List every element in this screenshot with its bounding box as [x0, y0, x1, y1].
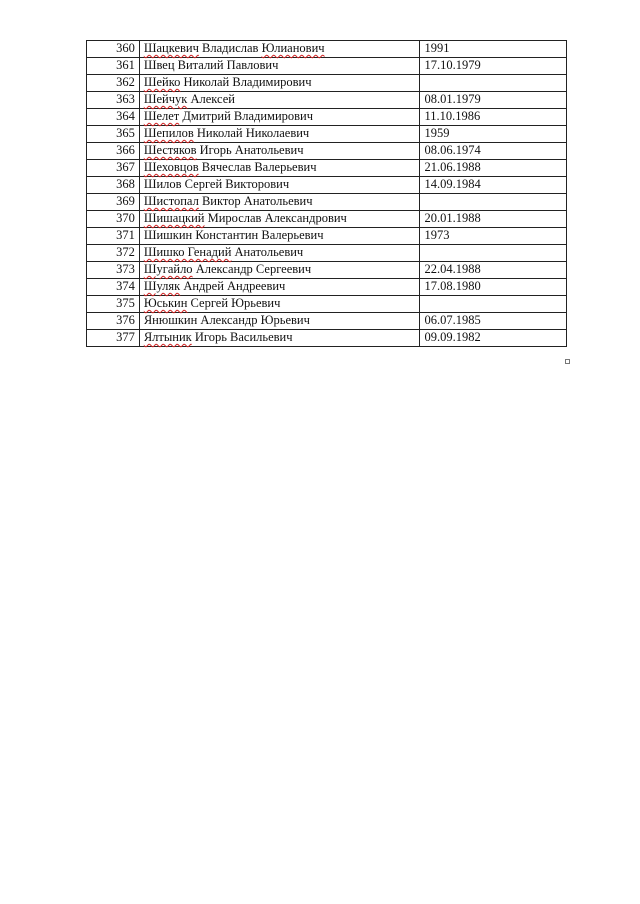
table-row [87, 143, 567, 160]
name-text: Николай Николаевич [193, 126, 310, 140]
name-text: Анатольевич [231, 245, 304, 259]
full-name-cell [139, 75, 420, 92]
table-row [87, 313, 567, 330]
table-end-marker [565, 359, 570, 364]
name-text-spellchecked: Шестяков [143, 143, 197, 157]
row-number: 367 [87, 160, 140, 177]
full-name-cell [139, 211, 420, 228]
birth-date-cell [420, 245, 567, 262]
name-text-spellchecked: Шистопал [143, 194, 199, 208]
table-row [87, 126, 567, 143]
row-number: 376 [87, 313, 140, 330]
table-row [87, 41, 567, 58]
full-name-cell [139, 58, 420, 75]
full-name-cell [139, 296, 420, 313]
row-number: 372 [87, 245, 140, 262]
birth-date-cell [420, 75, 567, 92]
row-number: 360 [87, 41, 140, 58]
full-name-cell [139, 143, 420, 160]
persons-table [86, 40, 567, 347]
table-row [87, 296, 567, 313]
table-row [87, 279, 567, 296]
table-row [87, 92, 567, 109]
birth-date-cell: 09.09.1982 [420, 330, 567, 347]
full-name-cell [139, 109, 420, 126]
persons-table-body [87, 41, 567, 347]
table-row [87, 330, 567, 347]
birth-date-cell: 08.01.1979 [420, 92, 567, 109]
birth-date-cell: 08.06.1974 [420, 143, 567, 160]
table-row [87, 194, 567, 211]
name-text-spellchecked: Шейко [143, 75, 181, 89]
birth-date-cell: 17.08.1980 [420, 279, 567, 296]
full-name-cell [139, 313, 420, 330]
name-text: Вячеслав Валерьевич [198, 160, 317, 174]
name-text: Николай Владимирович [180, 75, 312, 89]
name-text: Игорь Васильевич [191, 330, 293, 344]
row-number: 369 [87, 194, 140, 211]
birth-date-cell: 21.06.1988 [420, 160, 567, 177]
full-name-cell [139, 92, 420, 109]
name-text: Дмитрий Владимирович [179, 109, 314, 123]
full-name-cell [139, 41, 420, 58]
row-number: 377 [87, 330, 140, 347]
name-text-spellchecked: Ялтыник [143, 330, 192, 344]
name-text-spellchecked: Юлианович [261, 41, 325, 55]
full-name-cell [139, 245, 420, 262]
birth-date-cell: 22.04.1988 [420, 262, 567, 279]
table-row [87, 211, 567, 228]
birth-date-cell [420, 194, 567, 211]
name-text-spellchecked: Шишко Генадий [143, 245, 232, 259]
name-text: Шишкин Константин Валерьевич [143, 228, 324, 242]
row-number: 365 [87, 126, 140, 143]
name-text: Александр Сергеевич [192, 262, 312, 276]
table-row [87, 75, 567, 92]
name-text: Швец Виталий Павлович [143, 58, 279, 72]
table-row [87, 262, 567, 279]
full-name-cell [139, 279, 420, 296]
name-text-spellchecked: Шепилов [143, 126, 194, 140]
birth-date-cell: 1973 [420, 228, 567, 245]
name-text-spellchecked: Шугайло [143, 262, 193, 276]
name-text-spellchecked: Шеховцов [143, 160, 199, 174]
name-text-spellchecked: Шелет [143, 109, 180, 123]
name-text-spellchecked: Шацкевич [143, 41, 199, 55]
name-text: Игорь Анатольевич [196, 143, 304, 157]
table-row [87, 109, 567, 126]
row-number: 368 [87, 177, 140, 194]
name-text: Шилов Сергей Викторович [143, 177, 290, 191]
birth-date-cell: 20.01.1988 [420, 211, 567, 228]
name-text: Мирослав Александрович [204, 211, 347, 225]
full-name-cell [139, 177, 420, 194]
name-text: Андрей Андреевич [180, 279, 286, 293]
full-name-cell [139, 194, 420, 211]
table-row [87, 177, 567, 194]
birth-date-cell: 1959 [420, 126, 567, 143]
full-name-cell [139, 262, 420, 279]
table-row [87, 228, 567, 245]
row-number: 373 [87, 262, 140, 279]
name-text: Владислав [198, 41, 262, 55]
name-text: Алексей [187, 92, 235, 106]
full-name-cell [139, 330, 420, 347]
table-row [87, 58, 567, 75]
name-text: Сергей Юрьевич [187, 296, 281, 310]
row-number: 371 [87, 228, 140, 245]
birth-date-cell: 11.10.1986 [420, 109, 567, 126]
row-number: 366 [87, 143, 140, 160]
row-number: 362 [87, 75, 140, 92]
birth-date-cell: 17.10.1979 [420, 58, 567, 75]
row-number: 374 [87, 279, 140, 296]
birth-date-cell: 14.09.1984 [420, 177, 567, 194]
row-number: 375 [87, 296, 140, 313]
birth-date-cell: 1991 [420, 41, 567, 58]
row-number: 361 [87, 58, 140, 75]
name-text-spellchecked: Юськин [143, 296, 188, 310]
birth-date-cell: 06.07.1985 [420, 313, 567, 330]
name-text: Янюшкин Александр Юрьевич [143, 313, 310, 327]
full-name-cell [139, 228, 420, 245]
name-text-spellchecked: Шишацкий [143, 211, 205, 225]
row-number: 370 [87, 211, 140, 228]
name-text-spellchecked: Шуляк [143, 279, 181, 293]
row-number: 363 [87, 92, 140, 109]
table-row [87, 245, 567, 262]
birth-date-cell [420, 296, 567, 313]
table-row [87, 160, 567, 177]
row-number: 364 [87, 109, 140, 126]
name-text: Виктор Анатольевич [198, 194, 313, 208]
full-name-cell [139, 126, 420, 143]
full-name-cell [139, 160, 420, 177]
name-text-spellchecked: Шейчук [143, 92, 188, 106]
